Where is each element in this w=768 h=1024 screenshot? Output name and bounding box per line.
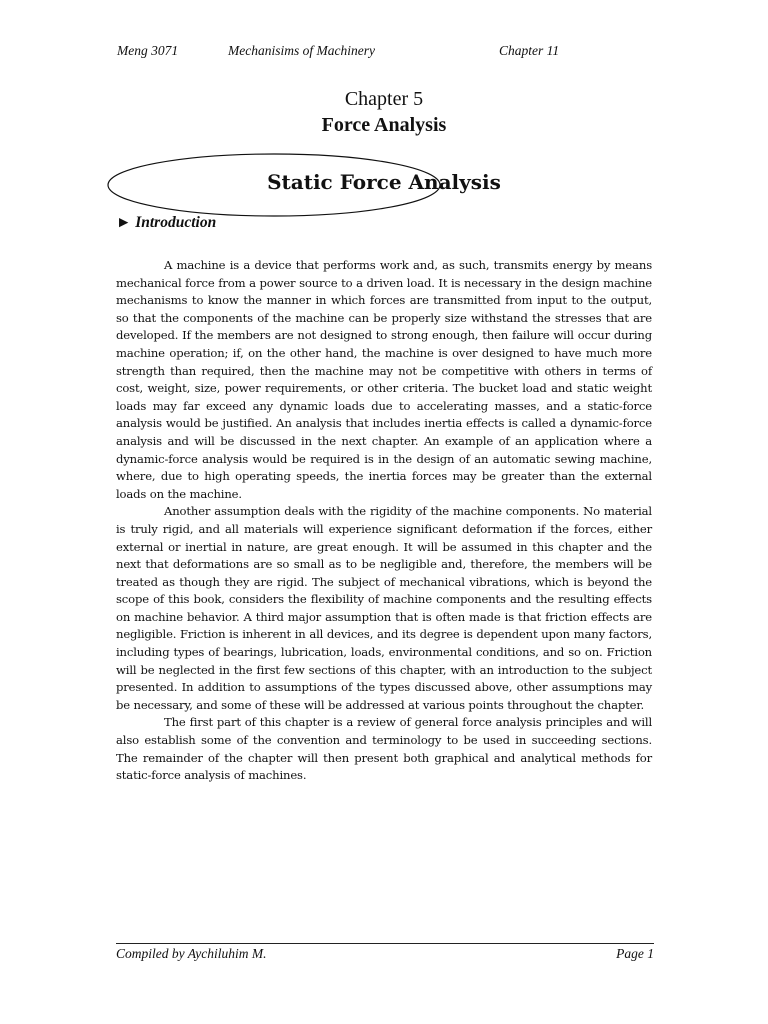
footer-author: Compiled by Aychiluhim M. bbox=[116, 946, 267, 961]
header-course-code: Meng 3071 bbox=[117, 43, 179, 58]
chapter-title: Force Analysis bbox=[321, 114, 447, 136]
page-header bbox=[117, 43, 657, 63]
paragraph-3: The first part of this chapter is a review of general force analysis principles and will also establish some of the convention and terminology to be used in succeeding sections. The remainder of the chapter will then present both graphical and analytical methods for static-force analysis of machines. bbox=[116, 715, 652, 783]
chapter-number: Chapter 5 bbox=[344, 88, 424, 110]
paragraph-2: Another assumption deals with the rigidity of the machine components. No material is truly rigid, and all materials will experience significant deformation if the forces, either external or inertial in nature, are great enough. It will be assumed in this chapter and the next that deformations are so small as to be negligible and, therefore, the members will be treated as though they are rigid. The subject of mechanical vibrations, which is beyond the scope of this book, considers the flexibility of machine components and the resulting effects on machine behavior. A third major assumption that is often made is that friction effects are negligible. Friction is inherent in all devices, and its degree is dependent upon many factors, including types of bearings, lubrication, loads, environmental conditions, and so on. Friction will be neglected in the first few sections of this chapter, with an introduction to the subject presented. In addition to assumptions of the types discussed above, other assumptions may be necessary, and some of these will be addressed at various points throughout the chapter. bbox=[116, 504, 652, 712]
body-text bbox=[116, 257, 652, 785]
subsection-heading bbox=[116, 214, 216, 232]
paragraph-1: A machine is a device that performs work and, as such, transmits energy by means mechanical force from a power source to a driven load. It is necessary in the design machine mechanisms to know the manner in which forces are transmitted from input to the output, so that the components of the machine can be properly size withstand the stresses that are developed. If the members are not designed to strong enough, then failure will occur during machine operation; if, on the other hand, the machine is over designed to have much more strength than required, then the machine may not be competitive with others in terms of cost, weight, size, power requirements, or other criteria. The bucket load and static weight loads may far exceed any dynamic loads due to accelerating masses, and a static-force analysis would be justified. An analysis that includes inertia effects is called a dynamic-force analysis and will be discussed in the next chapter. An example of an application where a dynamic-force analysis would be required is in the design of an automatic sewing machine, where, due to high operating speeds, the inertia forces may be greater than the external loads on the machine. bbox=[116, 258, 652, 501]
footer-divider bbox=[116, 943, 654, 944]
header-course-title: Mechanisims of Machinery bbox=[228, 43, 375, 58]
header-chapter: Chapter 11 bbox=[499, 43, 560, 58]
page-footer bbox=[116, 946, 654, 966]
subsection-title: Introduction bbox=[135, 214, 217, 231]
footer-page-number: Page 1 bbox=[616, 946, 654, 961]
triangle-bullet-icon: ► bbox=[116, 214, 132, 231]
section-title: Static Force Analysis bbox=[267, 170, 501, 194]
